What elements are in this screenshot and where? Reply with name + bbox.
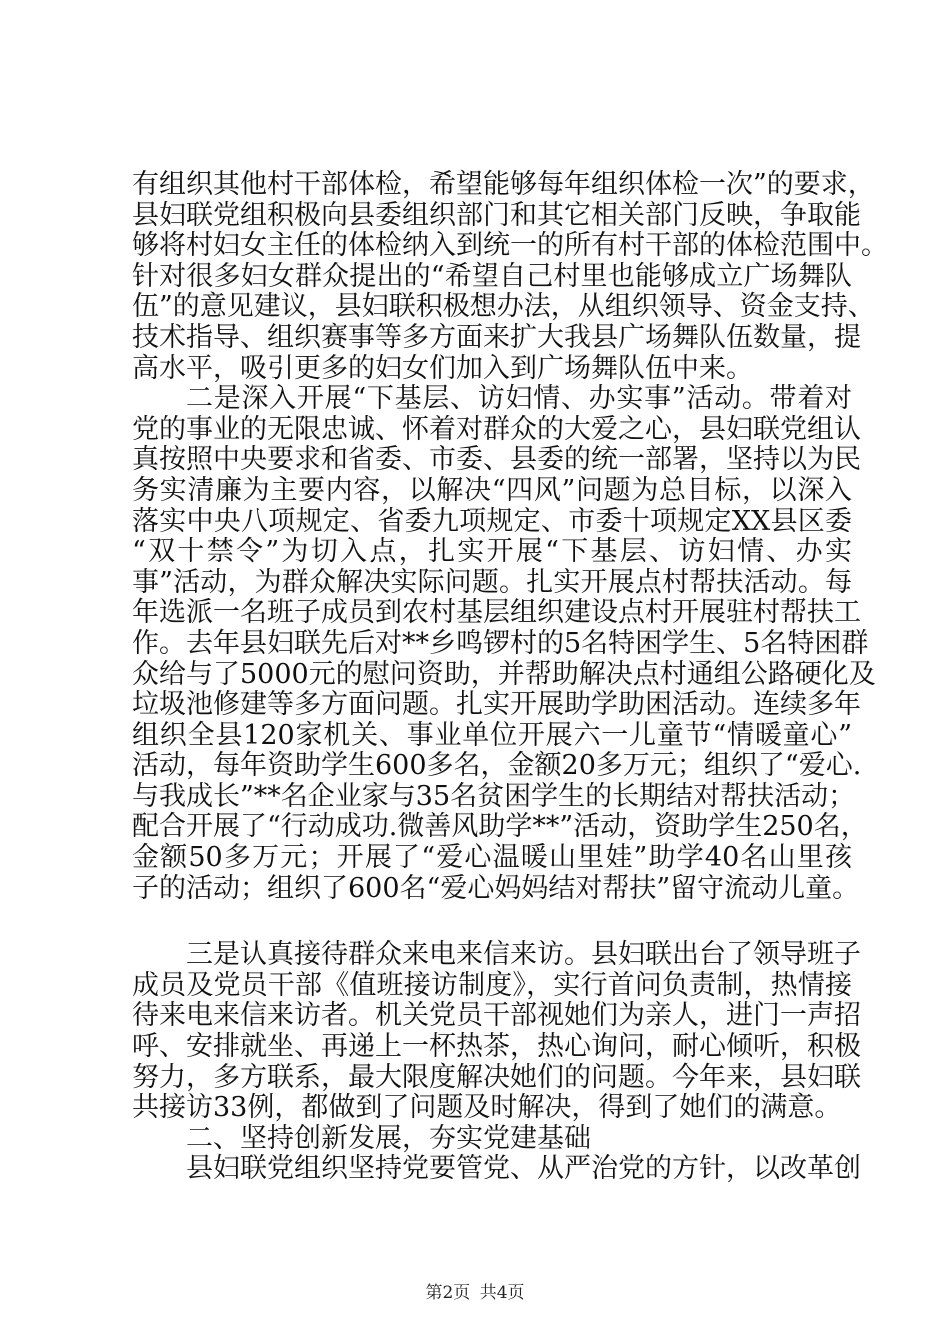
text-line: 努力，多方联系，最大限度解决她们的问题。今年来，县妇联 <box>132 1061 861 1093</box>
paragraph-start-line: 三是认真接待群众来电来信来访。县妇联出台了领导班子 <box>186 939 861 971</box>
document-body <box>132 169 888 1185</box>
text-line: 高水平，吸引更多的妇女们加入到广场舞队伍中来。 <box>132 352 753 384</box>
text-line: 县妇联党组积极向县委组织部门和其它相关部门反映，争取能 <box>132 199 861 231</box>
text-line: 子的活动；组织了600名“爱心妈妈结对帮扶”留守流动儿童。 <box>132 872 860 904</box>
text-line: 务实清廉为主要内容，以解决“四风”问题为总目标，以深入 <box>132 474 852 506</box>
text-line: 共接访33例，都做到了问题及时解决，得到了她们的满意。 <box>132 1092 842 1124</box>
text-line: 组织全县120家机关、事业单位开展六一儿童节“情暖童心” <box>132 719 852 751</box>
text-line: 党的事业的无限忠诚、怀着对群众的大爱之心，县妇联党组认 <box>132 413 861 445</box>
text-line: 呼、安排就坐、再递上一杯热茶，热心询问，耐心倾听，积极 <box>132 1031 861 1063</box>
text-line: 伍”的意见建议，县妇联积极想办法，从组织领导、资金支持、 <box>132 291 875 323</box>
text-line: 众给与了5000元的慰问资助，并帮助解决点村通组公路硬化及 <box>132 658 876 690</box>
text-line: 垃圾池修建等多方面问题。扎实开展助学助困活动。连续多年 <box>132 689 861 721</box>
text-line: 成员及党员干部《值班接访制度》，实行首问负责制，热情接 <box>132 969 852 1001</box>
page-number: 第2页 <box>425 1283 471 1303</box>
text-line: 金额50多万元；开展了“爱心温暖山里娃”助学40名山里孩 <box>132 842 852 874</box>
text-line: 落实中央八项规定、省委九项规定、市委十项规定XX县区委 <box>132 505 852 537</box>
text-line: 配合开展了“行动成功.微善风助学**”活动，资助学生250名， <box>132 811 868 843</box>
page-total: 共4页 <box>479 1283 525 1303</box>
text-line: 有组织其他村干部体检，希望能够每年组织体检一次”的要求， <box>132 169 875 200</box>
text-line: 技术指导、组织赛事等多方面来扩大我县广场舞队伍数量，提 <box>132 321 861 353</box>
section-heading: 二、坚持创新发展，夯实党建基础 <box>186 1122 591 1154</box>
text-line: 作。去年县妇联先后对**乡鸣锣村的5名特困学生、5名特困群 <box>132 627 869 659</box>
text-line: 待来电来信来访者。机关党员干部视她们为亲人，进门一声招 <box>132 1000 861 1032</box>
text-line: 真按照中央要求和省委、市委、县委的统一部署，坚持以为民 <box>132 444 861 476</box>
paragraph-start-line: 二是深入开展“下基层、访妇情、办实事”活动。带着对 <box>186 383 852 415</box>
text-line: 与我成长”**名企业家与35名贫困学生的长期结对帮扶活动； <box>132 780 856 812</box>
paragraph-gap <box>132 904 852 940</box>
paragraph-start-line: 县妇联党组织坚持党要管党、从严治党的方针，以改革创 <box>186 1153 861 1185</box>
text-line: 针对很多妇女群众提出的“希望自己村里也能够成立广场舞队 <box>132 260 852 292</box>
text-line: “双十禁令”为切入点，扎实开展“下基层、访妇情、办实 <box>132 536 852 568</box>
text-line: 够将村妇女主任的体检纳入到统一的所有村干部的体检范围中。 <box>132 230 888 262</box>
text-line: 年选派一名班子成员到农村基层组织建设点村开展驻村帮扶工 <box>132 597 861 629</box>
text-line: 活动，每年资助学生600多名，金额20多万元；组织了“爱心. <box>132 750 862 782</box>
page-footer <box>0 1278 950 1303</box>
text-line: 事”活动，为群众解决实际问题。扎实开展点村帮扶活动。每 <box>132 566 852 598</box>
